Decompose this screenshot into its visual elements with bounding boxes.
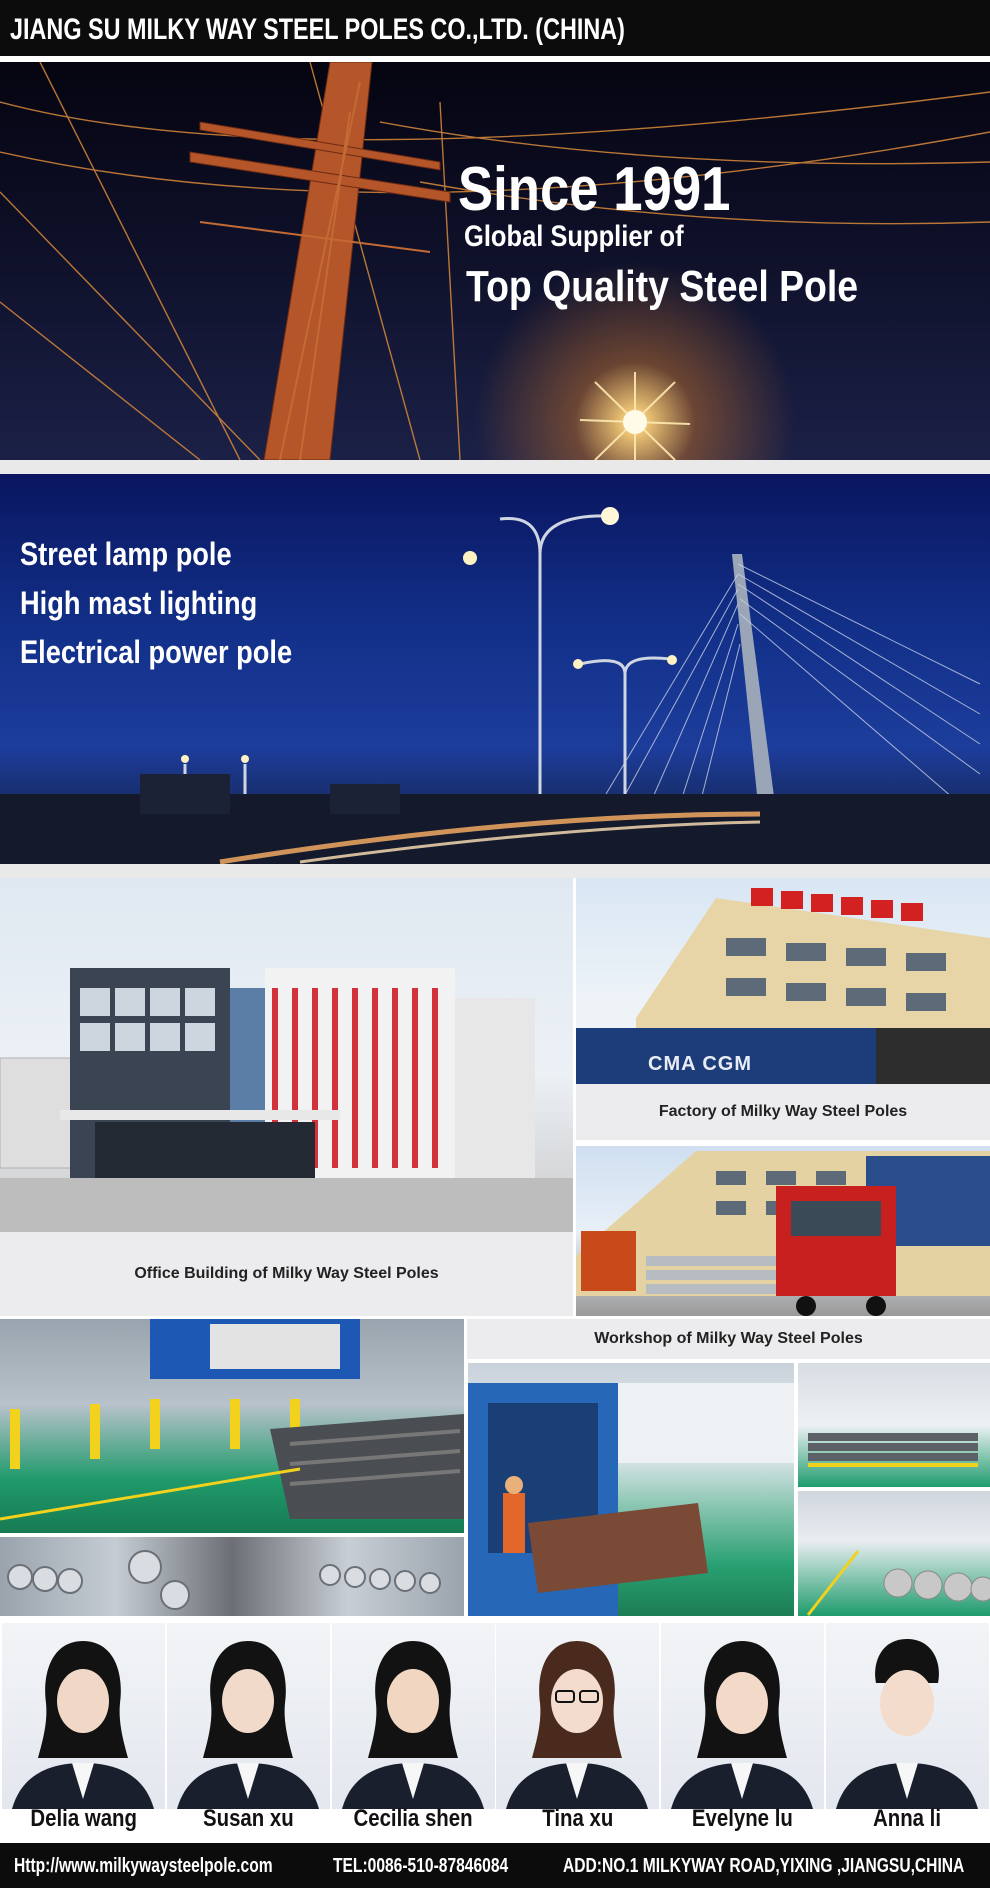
section-separator — [0, 460, 990, 474]
pole-ends-illustration — [0, 1537, 464, 1616]
staff-name-1: Delia wang — [30, 1805, 137, 1832]
person-silhouette-icon — [826, 1623, 989, 1809]
workshop-photo-large-poles — [798, 1491, 990, 1616]
person-silhouette-icon — [167, 1623, 330, 1809]
workshop-photo-machine — [468, 1363, 794, 1616]
hero-top-quality-text: Top Quality Steel Pole — [466, 262, 859, 311]
office-building-caption: Office Building of Milky Way Steel Poles — [0, 1232, 573, 1316]
large-poles-illustration — [798, 1491, 990, 1616]
section-separator — [0, 864, 990, 878]
workshop-photo-large — [0, 1319, 464, 1533]
factory-building-illustration — [576, 878, 990, 1084]
workshop-caption: Workshop of Milky Way Steel Poles — [467, 1319, 990, 1359]
trucks-illustration — [576, 1146, 990, 1316]
staff-portrait-5 — [661, 1623, 824, 1823]
hero-since-heading: Since 1991 — [458, 155, 731, 224]
staff-section — [0, 1623, 990, 1823]
address-text: ADD:NO.1 MILKYWAY ROAD,YIXING ,JIANGSU,CHINA — [563, 1855, 965, 1877]
container-sign-text: CMA CGM — [648, 1053, 753, 1075]
product-item-high-mast-lighting: High mast lighting — [20, 585, 258, 621]
person-silhouette-icon — [661, 1623, 824, 1809]
staff-portrait-2 — [167, 1623, 330, 1823]
hero-power-tower-image — [0, 62, 990, 460]
staff-name-3: Cecilia shen — [353, 1805, 474, 1832]
workshop-photo-pole-stack — [798, 1363, 990, 1487]
staff-portrait-1 — [2, 1623, 165, 1823]
staff-name-2: Susan xu — [203, 1805, 294, 1832]
office-building-photo — [0, 878, 573, 1232]
factory-trucks-photo — [576, 1146, 990, 1316]
pole-welding-machine-illustration — [468, 1363, 794, 1616]
person-silhouette-icon — [2, 1623, 165, 1809]
staff-portrait-4 — [496, 1623, 659, 1823]
staff-name-6: Anna li — [873, 1805, 942, 1832]
workshop-floor-illustration — [0, 1319, 464, 1533]
factory-photo — [576, 878, 990, 1084]
hero-street-lamp-bridge-image — [0, 474, 990, 864]
staff-name-5: Evelyne lu — [692, 1805, 793, 1832]
hero-global-supplier-text: Global Supplier of — [464, 220, 684, 253]
person-silhouette-icon — [332, 1623, 495, 1809]
contact-footer — [0, 1843, 990, 1888]
office-building-illustration — [0, 878, 573, 1232]
product-item-electrical-power-pole: Electrical power pole — [20, 634, 293, 670]
product-item-street-lamp-pole: Street lamp pole — [20, 536, 232, 572]
company-title: JIANG SU MILKY WAY STEEL POLES CO.,LTD. (CHINA) — [10, 13, 625, 46]
power-tower-illustration — [0, 62, 990, 460]
pole-ends-photo-strip — [0, 1537, 464, 1616]
telephone-text: TEL:0086-510-87846084 — [333, 1855, 509, 1877]
top-banner — [0, 0, 990, 56]
factory-caption: Factory of Milky Way Steel Poles — [576, 1084, 990, 1140]
person-silhouette-icon — [496, 1623, 659, 1809]
pole-stack-illustration — [798, 1363, 990, 1487]
staff-name-4: Tina xu — [541, 1805, 614, 1832]
staff-portrait-6 — [826, 1623, 989, 1823]
website-link[interactable]: Http://www.milkywaysteelpole.com — [14, 1855, 273, 1877]
staff-portrait-3 — [332, 1623, 495, 1823]
